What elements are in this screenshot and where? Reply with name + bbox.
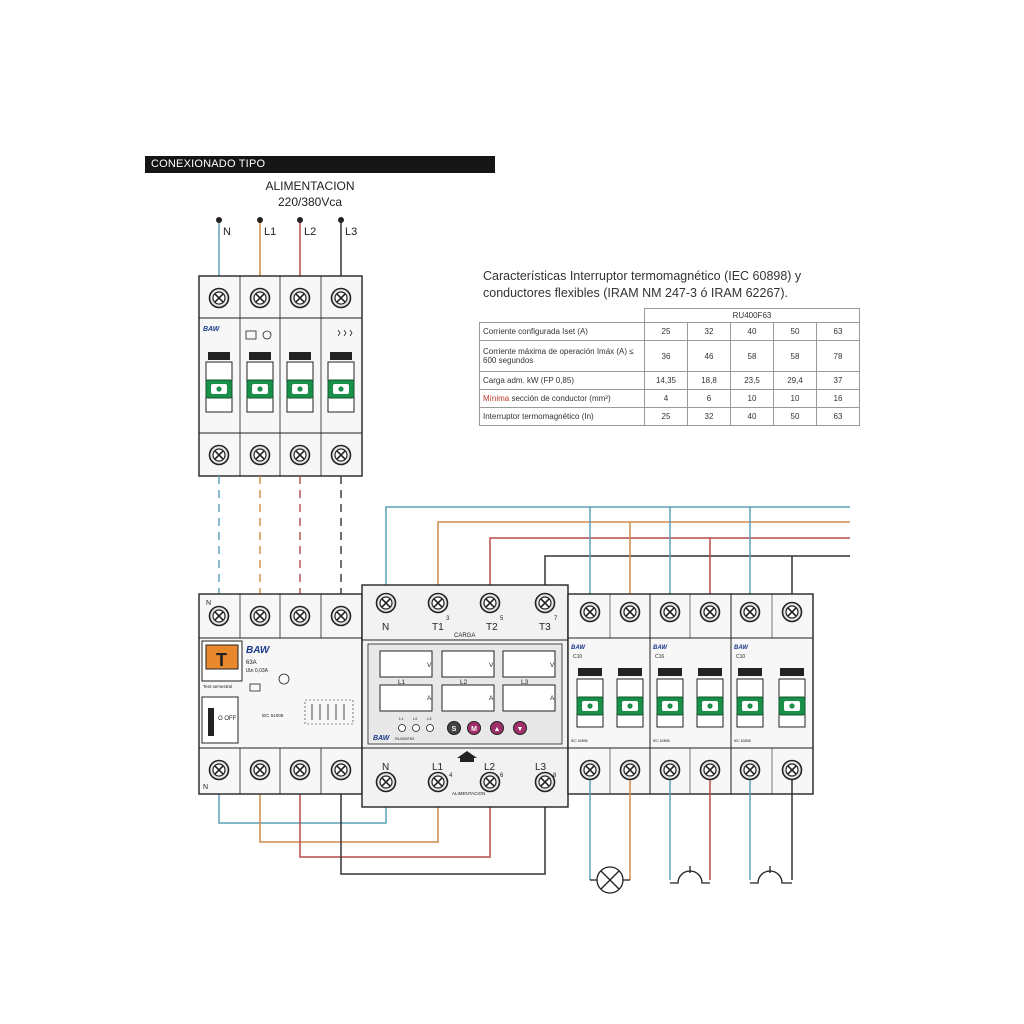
table-title-line-2: conductores flexibles (IRAM NM 247-3 ó IRAM 62267). bbox=[483, 286, 788, 300]
cell: 37 bbox=[817, 372, 860, 390]
cell: 10 bbox=[731, 390, 774, 408]
section-banner bbox=[145, 156, 495, 173]
breaker-2-standard: IEC 60898 bbox=[653, 739, 670, 743]
breaker-2-brand: BAW bbox=[653, 645, 667, 651]
monitor-top-label: CARGA bbox=[454, 633, 476, 639]
monitor-n-top: N bbox=[382, 622, 390, 633]
breaker-1-rating: C10 bbox=[573, 654, 583, 660]
t2-num: 5 bbox=[500, 616, 504, 622]
load-wires bbox=[590, 780, 792, 880]
supply-label-l3: L3 bbox=[345, 226, 358, 238]
breaker-1-standard: IEC 60898 bbox=[571, 739, 588, 743]
supply-label-l2: L2 bbox=[304, 226, 317, 238]
cell: 14,35 bbox=[645, 372, 688, 390]
cell: 58 bbox=[731, 341, 774, 372]
supply-terminal-dots bbox=[216, 217, 344, 223]
row-label: Interruptor termomagnético (In) bbox=[480, 408, 645, 426]
cell: 40 bbox=[731, 323, 774, 341]
table-row bbox=[480, 323, 860, 341]
dashed-wires bbox=[219, 476, 341, 600]
supply-label bbox=[240, 178, 380, 210]
unit-v-1: V bbox=[427, 662, 432, 669]
breaker-3-rating: C10 bbox=[736, 654, 746, 660]
rcd-top-n: N bbox=[206, 600, 212, 607]
monitor-bottom-label: ALIMENTACION bbox=[452, 791, 486, 796]
display-label-l1: L1 bbox=[398, 679, 406, 686]
l1-num: 4 bbox=[449, 773, 453, 779]
cell: 25 bbox=[645, 408, 688, 426]
main-breaker-brand: BAW bbox=[203, 326, 220, 333]
cell: 29,4 bbox=[774, 372, 817, 390]
monitor-brand: BAW bbox=[373, 735, 390, 742]
loads bbox=[590, 866, 792, 893]
row-label: Corriente máxima de operación Imáx (A) ≤ 600 segundos bbox=[480, 341, 645, 372]
led-label-l3: L3 bbox=[427, 716, 432, 721]
table-title-line-1: Características Interruptor termomagnético (IEC 60898) y bbox=[483, 269, 802, 283]
monitor-l3: L3 bbox=[535, 762, 547, 773]
row-label: Carga adm. kW (FP 0,85) bbox=[480, 372, 645, 390]
monitor-t2: T2 bbox=[486, 622, 498, 633]
supply-title: ALIMENTACION bbox=[265, 179, 355, 193]
rcd-test-label: T bbox=[216, 650, 227, 670]
rcd-off-label: O OFF bbox=[218, 716, 237, 722]
table-row bbox=[480, 390, 860, 408]
supply-label-l1: L1 bbox=[264, 226, 277, 238]
cell: 58 bbox=[774, 341, 817, 372]
spec-table bbox=[479, 308, 860, 426]
monitor-l2: L2 bbox=[484, 762, 496, 773]
branch-breakers bbox=[568, 594, 813, 794]
display-label-l2: L2 bbox=[460, 679, 468, 686]
cell: 78 bbox=[817, 341, 860, 372]
breaker-3-standard: IEC 60898 bbox=[734, 739, 751, 743]
monitor-module bbox=[362, 585, 568, 807]
rcd-brand: BAW bbox=[246, 645, 270, 656]
rcd-bottom-n: N bbox=[203, 784, 209, 791]
l2-num: 6 bbox=[500, 773, 504, 779]
cell: 63 bbox=[817, 323, 860, 341]
cell: 40 bbox=[731, 408, 774, 426]
l3-num: 8 bbox=[553, 773, 557, 779]
monitor-t1: T1 bbox=[432, 622, 444, 633]
led-label-l2: L2 bbox=[413, 716, 418, 721]
table-header-row bbox=[480, 309, 860, 323]
breaker-1-brand: BAW bbox=[571, 645, 585, 651]
cell: 6 bbox=[688, 390, 731, 408]
row-label bbox=[480, 390, 645, 408]
cell: 46 bbox=[688, 341, 731, 372]
cell: 36 bbox=[645, 341, 688, 372]
t3-num: 7 bbox=[554, 616, 558, 622]
unit-v-3: V bbox=[550, 662, 555, 669]
cell: 10 bbox=[774, 390, 817, 408]
unit-a-2: A bbox=[489, 695, 494, 702]
breaker-3-brand: BAW bbox=[734, 645, 748, 651]
monitor-t3: T3 bbox=[539, 622, 551, 633]
cell: 50 bbox=[774, 323, 817, 341]
t1-num: 3 bbox=[446, 616, 450, 622]
cell: 25 bbox=[645, 323, 688, 341]
rcd-test-note: Test semestral bbox=[203, 684, 233, 689]
led-label-l1: L1 bbox=[399, 716, 404, 721]
mode-button-symbol: M bbox=[471, 726, 477, 733]
monitor-model: RU400F63 bbox=[395, 736, 415, 741]
down-button-symbol: ▼ bbox=[516, 726, 524, 733]
table-model: RU400F63 bbox=[645, 309, 860, 323]
table-corner bbox=[480, 309, 645, 323]
up-button-symbol: ▲ bbox=[493, 726, 501, 733]
cell: 23,5 bbox=[731, 372, 774, 390]
table-row bbox=[480, 341, 860, 372]
table-row bbox=[480, 408, 860, 426]
rcd-rating: 63A bbox=[246, 660, 257, 666]
main-breaker bbox=[199, 276, 362, 476]
monitor-l1: L1 bbox=[432, 762, 444, 773]
unit-v-2: V bbox=[489, 662, 494, 669]
table-title bbox=[483, 268, 843, 302]
supply-label-n: N bbox=[223, 226, 231, 238]
cell: 16 bbox=[817, 390, 860, 408]
unit-a-1: A bbox=[427, 695, 432, 702]
section-title: CONEXIONADO TIPO bbox=[151, 158, 266, 170]
set-button-symbol: S bbox=[451, 726, 457, 733]
cell: 50 bbox=[774, 408, 817, 426]
cell: 4 bbox=[645, 390, 688, 408]
rcd-sensitivity: IΔn 0,03A bbox=[246, 668, 268, 674]
table-row bbox=[480, 372, 860, 390]
monitor-n-bottom: N bbox=[382, 762, 390, 773]
cell: 32 bbox=[688, 408, 731, 426]
row-label-rest: sección de conductor (mm²) bbox=[509, 394, 611, 403]
cell: 32 bbox=[688, 323, 731, 341]
supply-voltage: 220/380Vca bbox=[277, 195, 343, 209]
row-label: Corriente configurada Iset (A) bbox=[480, 323, 645, 341]
rcd-module bbox=[199, 594, 362, 794]
row-label-highlight: Mínima bbox=[483, 394, 510, 403]
display-label-l3: L3 bbox=[521, 679, 529, 686]
cell: 63 bbox=[817, 408, 860, 426]
rcd-standard: IEC 61008 bbox=[262, 713, 284, 718]
cell: 18,8 bbox=[688, 372, 731, 390]
unit-a-3: A bbox=[550, 695, 555, 702]
breaker-2-rating: C16 bbox=[655, 654, 665, 660]
